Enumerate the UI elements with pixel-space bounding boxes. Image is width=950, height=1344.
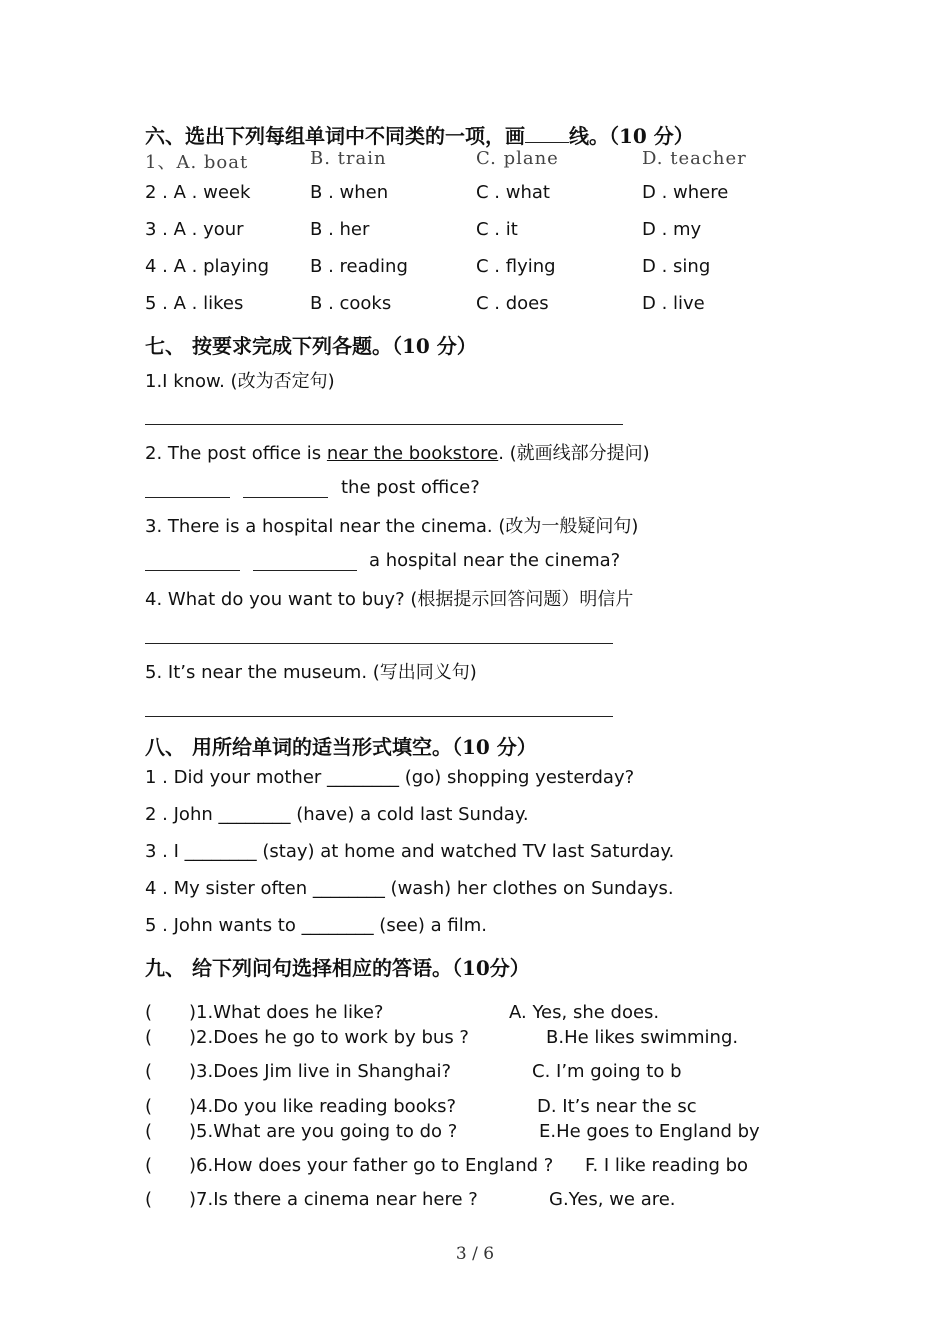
s6-r1-b: B. train (310, 148, 387, 169)
s9-paren-3[interactable]: ( (145, 1061, 153, 1082)
s9-answer-3: C. I’m going to b (532, 1061, 682, 1082)
s8-item-2: 2 . John ________ (have) a cold last Sunday. (145, 804, 529, 825)
s9-paren-6[interactable]: ( (145, 1155, 153, 1176)
section8-title: 八、 用所给单词的适当形式填空。（10 分） (145, 735, 537, 759)
s9-paren-4[interactable]: ( (145, 1096, 153, 1117)
s6-r4-c: C . flying (476, 256, 556, 277)
s7-q3: 3. There is a hospital near the cinema. (改为一般疑问句) (145, 516, 639, 537)
s9-paren-5[interactable]: ( (145, 1121, 153, 1142)
s6-r2-d: D . where (642, 182, 729, 203)
s6-r4-d: D . sing (642, 256, 711, 277)
s6-r3-d: D . my (642, 219, 702, 240)
section9-title: 九、 给下列问句选择相应的答语。（10分） (145, 956, 530, 980)
s9-question-3: )3.Does Jim live in Shanghai? (189, 1061, 452, 1082)
s8-item-1: 1 . Did your mother ________ (go) shopping yesterday? (145, 767, 635, 788)
s7-q3-blank-1[interactable] (145, 570, 240, 571)
s6-r3-c: C . it (476, 219, 518, 240)
s7-q4: 4. What do you want to buy? (根据提示回答问题）明信片 (145, 589, 634, 610)
s6-r1-a: 1、A. boat (145, 152, 249, 173)
s9-question-6: )6.How does your father go to England ? (189, 1155, 554, 1176)
s7-q5-answer-line[interactable] (145, 716, 613, 717)
s9-answer-6: F. I like reading bo (585, 1155, 749, 1176)
s9-paren-2[interactable]: ( (145, 1027, 153, 1048)
s6-r5-b: B . cooks (310, 293, 392, 314)
s6-r4-a: 4 . A . playing (145, 256, 270, 277)
s9-paren-7[interactable]: ( (145, 1189, 153, 1210)
s9-question-2: )2.Does he go to work by bus ? (189, 1027, 469, 1048)
s6-r3-a: 3 . A . your (145, 219, 244, 240)
s7-q1: 1.I know. (改为否定句) (145, 371, 335, 392)
s7-q2-answer-text: the post office? (341, 477, 480, 498)
s6-r1-d: D. teacher (642, 148, 747, 169)
section7-title: 七、 按要求完成下列各题。（10 分） (145, 334, 477, 358)
s9-answer-5: E.He goes to England by (539, 1121, 760, 1142)
s7-q4-answer-line[interactable] (145, 643, 613, 644)
s6-r5-d: D . live (642, 293, 705, 314)
s9-question-1: )1.What does he like? (189, 1002, 384, 1023)
s6-r3-b: B . her (310, 219, 370, 240)
s6-r2-a: 2 . A . week (145, 182, 251, 203)
s7-q3-blank-2[interactable] (253, 570, 357, 571)
s9-answer-2: B.He likes swimming. (546, 1027, 739, 1048)
s9-paren-1[interactable]: ( (145, 1002, 153, 1023)
page-number: 3 / 6 (455, 1244, 495, 1264)
s9-question-7: )7.Is there a cinema near here ? (189, 1189, 478, 1210)
s9-question-4: )4.Do you like reading books? (189, 1096, 457, 1117)
s7-q1-answer-line[interactable] (145, 424, 623, 425)
s6-r1-c: C. plane (476, 148, 559, 169)
s6-r4-b: B . reading (310, 256, 408, 277)
s7-q2: 2. The post office is near the bookstore. (就画线部分提问) (145, 443, 650, 464)
s6-r5-a: 5 . A . likes (145, 293, 244, 314)
s8-item-3: 3 . I ________ (stay) at home and watched TV last Saturday. (145, 841, 675, 862)
s8-item-4: 4 . My sister often ________ (wash) her clothes on Sundays. (145, 878, 674, 899)
s7-q5: 5. It’s near the museum. (写出同义句) (145, 662, 477, 683)
s6-r2-c: C . what (476, 182, 550, 203)
s9-question-5: )5.What are you going to do ? (189, 1121, 458, 1142)
s8-item-5: 5 . John wants to ________ (see) a film. (145, 915, 487, 936)
s6-r5-c: C . does (476, 293, 549, 314)
section6-title: 六、选出下列每组单词中不同类的一项，画 线。（10 分） (145, 124, 694, 148)
s9-answer-1: A. Yes, she does. (509, 1002, 660, 1023)
s9-answer-7: G.Yes, we are. (549, 1189, 676, 1210)
s6-r2-b: B . when (310, 182, 389, 203)
s7-q2-blank-2[interactable] (243, 497, 328, 498)
s7-q2-blank-1[interactable] (145, 497, 230, 498)
s9-answer-4: D. It’s near the sc (537, 1096, 697, 1117)
s7-q3-answer-text: a hospital near the cinema? (369, 550, 621, 571)
